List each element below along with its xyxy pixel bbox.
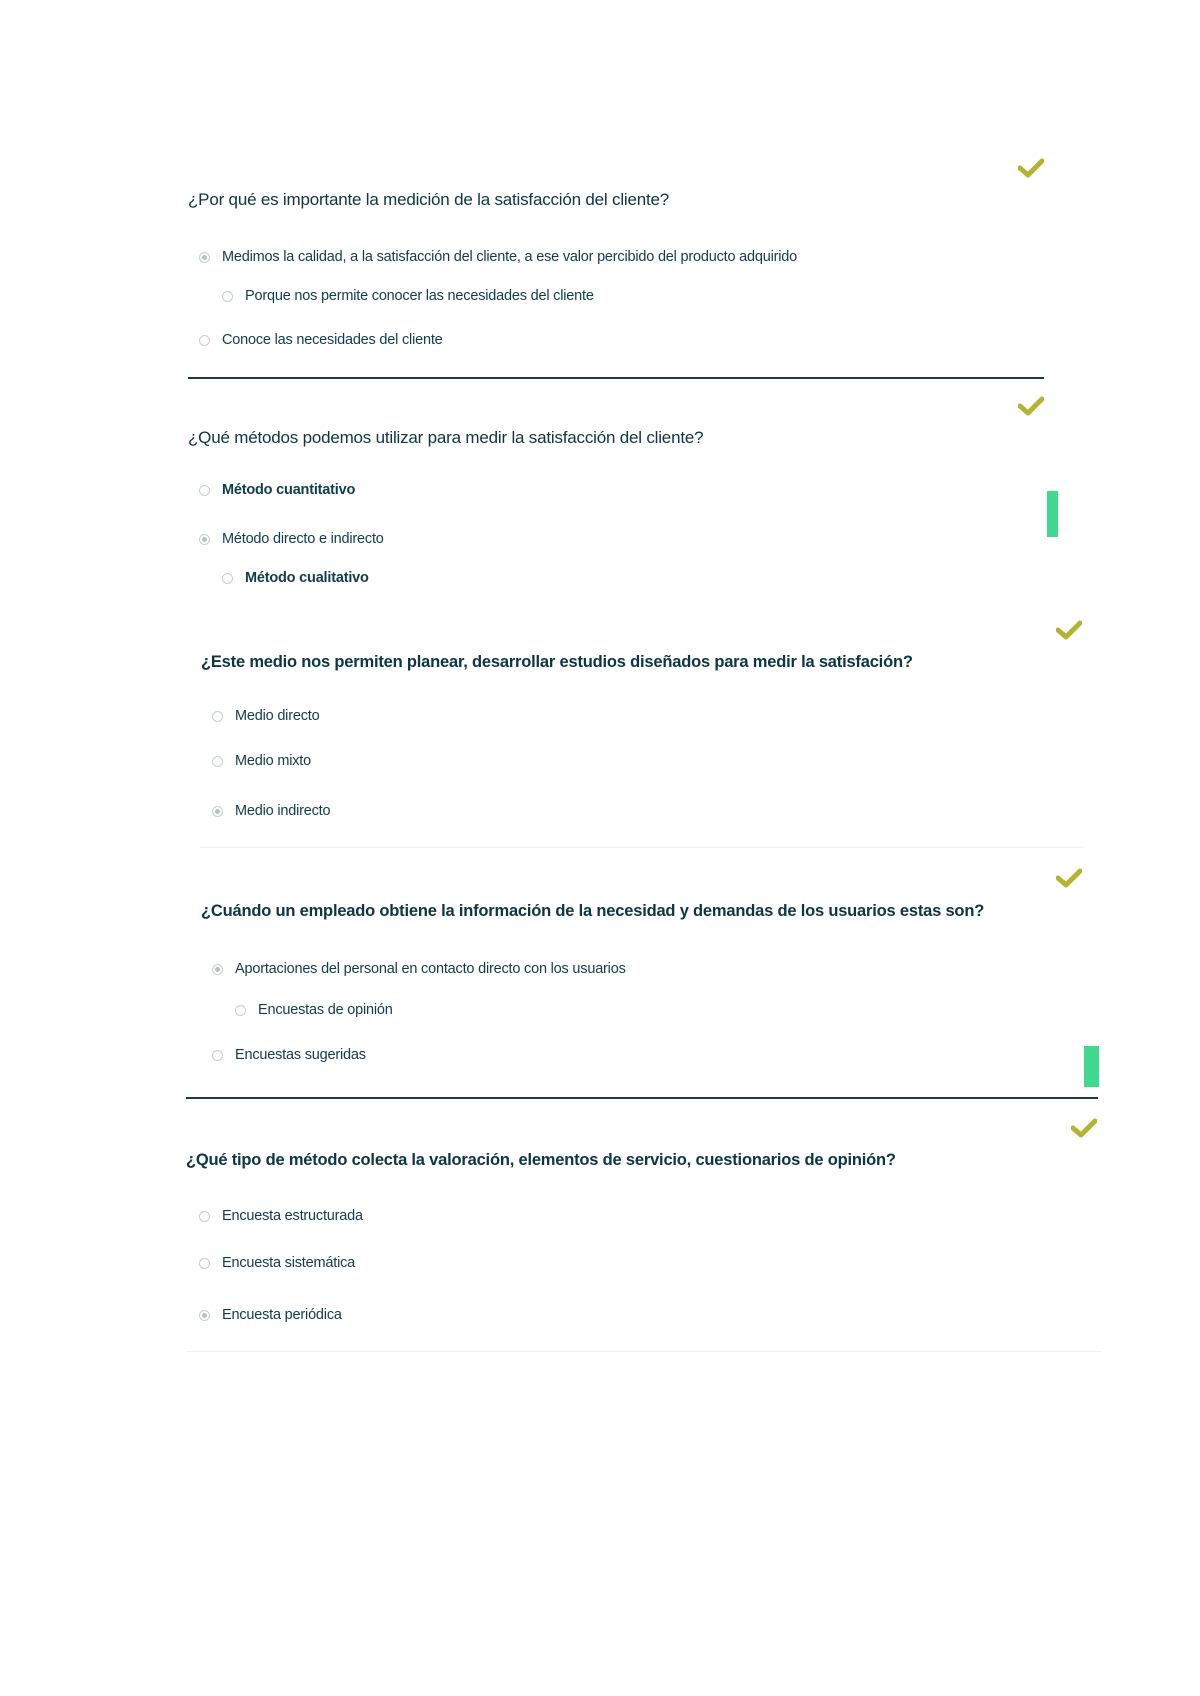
question-5-option-3[interactable] xyxy=(199,1307,342,1323)
radio-button[interactable] xyxy=(199,252,210,263)
question-4-option-3[interactable] xyxy=(212,1047,366,1063)
question-2-option-2[interactable] xyxy=(199,531,384,547)
radio-button[interactable] xyxy=(212,1050,223,1061)
option-label: Conoce las necesidades del cliente xyxy=(222,332,443,348)
option-label: Medio mixto xyxy=(235,753,311,769)
question-divider xyxy=(186,1097,1098,1099)
radio-button[interactable] xyxy=(212,756,223,767)
option-label: Medio indirecto xyxy=(235,803,331,819)
option-label: Método cualitativo xyxy=(245,570,369,586)
question-3-text: ¿Este medio nos permiten planear, desarrollar estudios diseñados para medir la satisfación? xyxy=(201,653,913,671)
radio-button[interactable] xyxy=(212,964,223,975)
radio-button[interactable] xyxy=(212,806,223,817)
question-3-option-2[interactable] xyxy=(212,753,311,769)
check-icon xyxy=(1071,1118,1097,1138)
radio-button[interactable] xyxy=(199,1310,210,1321)
option-label: Método cuantitativo xyxy=(222,482,356,498)
option-label: Medio directo xyxy=(235,708,320,724)
question-3-option-1[interactable] xyxy=(212,708,319,724)
check-icon xyxy=(1056,868,1082,888)
question-1-option-2[interactable] xyxy=(222,288,594,304)
option-label: Encuestas de opinión xyxy=(258,1002,393,1018)
question-2-option-1[interactable] xyxy=(199,482,355,498)
question-divider xyxy=(200,847,1084,848)
option-label: Aportaciones del personal en contacto directo con los usuarios xyxy=(235,961,626,977)
radio-button[interactable] xyxy=(222,573,233,584)
accent-bar xyxy=(1084,1046,1099,1087)
option-label: Encuesta sistemática xyxy=(222,1255,356,1271)
question-5-text: ¿Qué tipo de método colecta la valoración, elementos de servicio, cuestionarios de opinión? xyxy=(186,1151,896,1169)
question-5-option-1[interactable] xyxy=(199,1208,363,1224)
option-label: Medimos la calidad, a la satisfacción del cliente, a ese valor percibido del producto adquirido xyxy=(222,249,798,265)
option-label: Método directo e indirecto xyxy=(222,531,384,547)
question-4-option-2[interactable] xyxy=(235,1002,393,1018)
check-icon xyxy=(1018,396,1044,416)
option-label: Encuestas sugeridas xyxy=(235,1047,366,1063)
question-4-text: ¿Cuándo un empleado obtiene la información de la necesidad y demandas de los usuarios estas son? xyxy=(201,902,985,920)
radio-button[interactable] xyxy=(212,711,223,722)
question-4-option-1[interactable] xyxy=(212,961,626,977)
question-1-text: ¿Por qué es importante la medición de la satisfacción del cliente? xyxy=(188,190,670,209)
option-label: Encuesta periódica xyxy=(222,1307,342,1323)
option-label: Encuesta estructurada xyxy=(222,1208,363,1224)
radio-button[interactable] xyxy=(199,335,210,346)
question-2-text: ¿Qué métodos podemos utilizar para medir la satisfacción del cliente? xyxy=(188,428,704,447)
accent-bar xyxy=(1047,491,1058,537)
question-5-option-2[interactable] xyxy=(199,1255,355,1271)
question-divider xyxy=(188,377,1044,379)
question-2-option-3[interactable] xyxy=(222,570,369,586)
radio-button[interactable] xyxy=(235,1005,246,1016)
radio-button[interactable] xyxy=(199,485,210,496)
radio-button[interactable] xyxy=(199,534,210,545)
check-icon xyxy=(1018,158,1044,178)
question-1-option-1[interactable] xyxy=(199,249,797,265)
question-1-option-3[interactable] xyxy=(199,332,443,348)
question-3-option-3[interactable] xyxy=(212,803,330,819)
radio-button[interactable] xyxy=(222,291,233,302)
radio-button[interactable] xyxy=(199,1258,210,1269)
check-icon xyxy=(1056,620,1082,640)
radio-button[interactable] xyxy=(199,1211,210,1222)
question-divider xyxy=(186,1351,1102,1352)
option-label: Porque nos permite conocer las necesidades del cliente xyxy=(245,288,594,304)
